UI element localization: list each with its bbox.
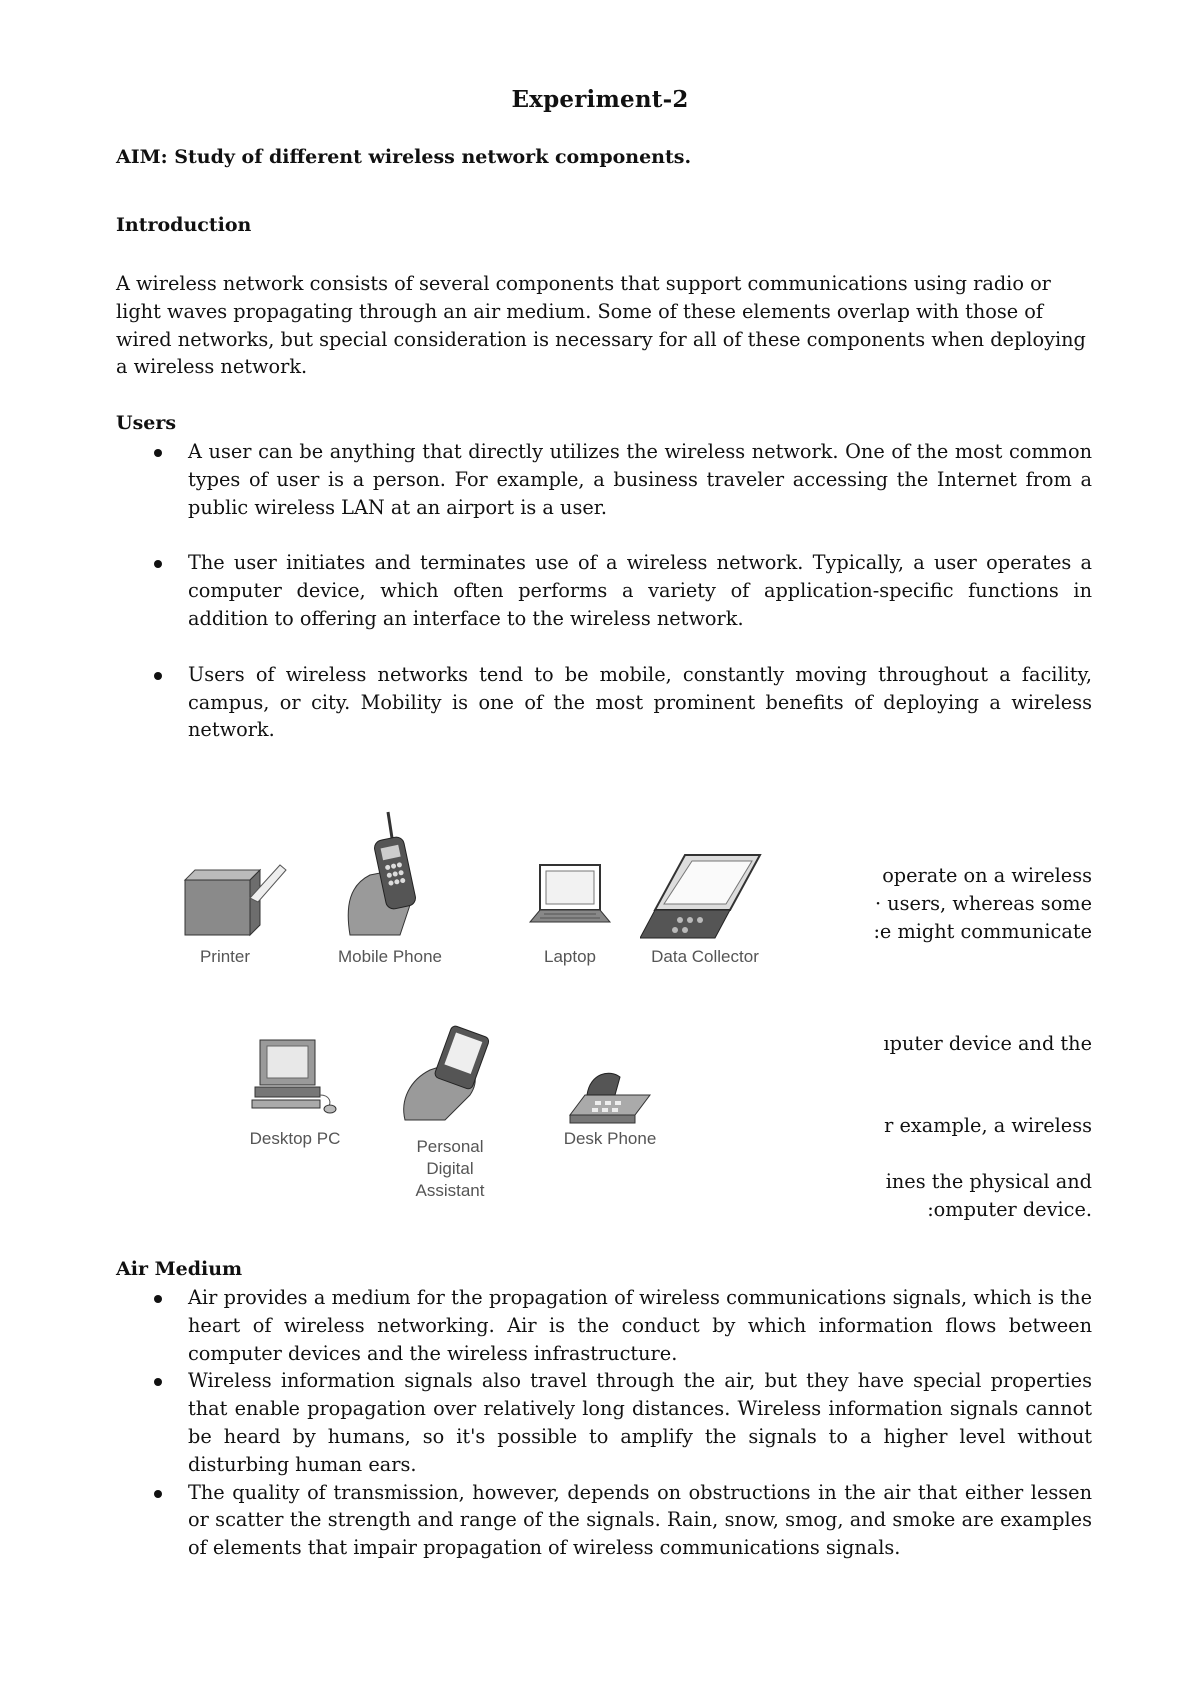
intro-line: wired networks, but special consideration is necessary for all of these components when deploying xyxy=(116,327,1086,351)
aim-statement: AIM: Study of different wireless network components. xyxy=(116,146,692,168)
mobile-phone-label: Mobile Phone xyxy=(338,947,442,966)
obscured-text-fragment: ıputer device and the xyxy=(883,1032,1092,1055)
air-medium-bullet-list xyxy=(116,1284,1092,1562)
data-collector-icon xyxy=(640,850,770,940)
data-collector-label: Data Collector xyxy=(651,947,759,966)
obscured-text-fragment: r example, a wireless xyxy=(884,1114,1092,1137)
obscured-text-fragment: :omputer device. xyxy=(927,1198,1092,1221)
intro-line: a wireless network. xyxy=(116,355,308,379)
list-item: Users of wireless networks tend to be mobile, constantly moving throughout a facility, campus, or city. Mobility is one of the most prominent benefits of deploying a wireless network. xyxy=(116,661,1092,744)
laptop-label: Laptop xyxy=(544,947,596,966)
page-title: Experiment-2 xyxy=(511,86,689,113)
pda-icon xyxy=(400,1025,500,1125)
desk-phone-icon xyxy=(565,1065,655,1125)
printer-label: Printer xyxy=(199,947,251,966)
pda-label-line: Digital xyxy=(426,1159,474,1178)
laptop-icon xyxy=(520,860,620,940)
desk-phone-label: Desk Phone xyxy=(563,1129,657,1148)
list-item: Air provides a medium for the propagation of wireless communications signals, which is the heart of wireless networking. Air is the conduct by which information flows between computer devices and the wireless infrastructure. xyxy=(116,1284,1092,1367)
intro-line: A wireless network consists of several components that support communications using radio or xyxy=(116,272,1051,295)
obscured-text-fragment: operate on a wireless xyxy=(882,864,1092,887)
list-item: The user initiates and terminates use of a wireless network. Typically, a user operates a computer device, which often performs a variety of application-specific functions in addition to offering an interface to the wireless network. xyxy=(116,549,1092,632)
mobile-phone-icon xyxy=(340,810,440,940)
introduction-heading: Introduction xyxy=(116,214,252,236)
pda-label-line: Assistant xyxy=(415,1181,485,1200)
list-item: The quality of transmission, however, depends on obstructions in the air that either lessen or scatter the strength and range of the signals. Rain, snow, smog, and smoke are examples of elements that impair propagation of wireless communications signals. xyxy=(116,1479,1092,1562)
obscured-text-fragment: ines the physical and xyxy=(885,1170,1092,1193)
introduction-paragraph xyxy=(116,270,1092,381)
desktop-pc-icon xyxy=(250,1035,340,1115)
obscured-text-fragment: :e might communicate xyxy=(873,920,1092,943)
desktop-pc-label: Desktop PC xyxy=(249,1129,341,1148)
wireless-devices-figure xyxy=(150,810,850,1210)
pda-label xyxy=(390,1136,510,1202)
users-bullet-list xyxy=(116,438,1092,744)
pda-label-line: Personal xyxy=(416,1137,484,1156)
air-medium-heading: Air Medium xyxy=(116,1258,243,1280)
intro-line: light waves propagating through an air medium. Some of these elements overlap with those of xyxy=(116,299,1044,323)
users-heading: Users xyxy=(116,412,177,434)
obscured-text-fragment: · users, whereas some xyxy=(874,892,1092,915)
list-item: Wireless information signals also travel through the air, but they have special properties that enable propagation over relatively long distances. Wireless information signals cannot be heard by humans, so it's possible to amplify the signals to a higher level without disturbing human ears. xyxy=(116,1367,1092,1478)
printer-icon xyxy=(180,860,290,940)
list-item: A user can be anything that directly utilizes the wireless network. One of the most common types of user is a person. For example, a business traveler accessing the Internet from a public wireless LAN at an airport is a user. xyxy=(116,438,1092,521)
